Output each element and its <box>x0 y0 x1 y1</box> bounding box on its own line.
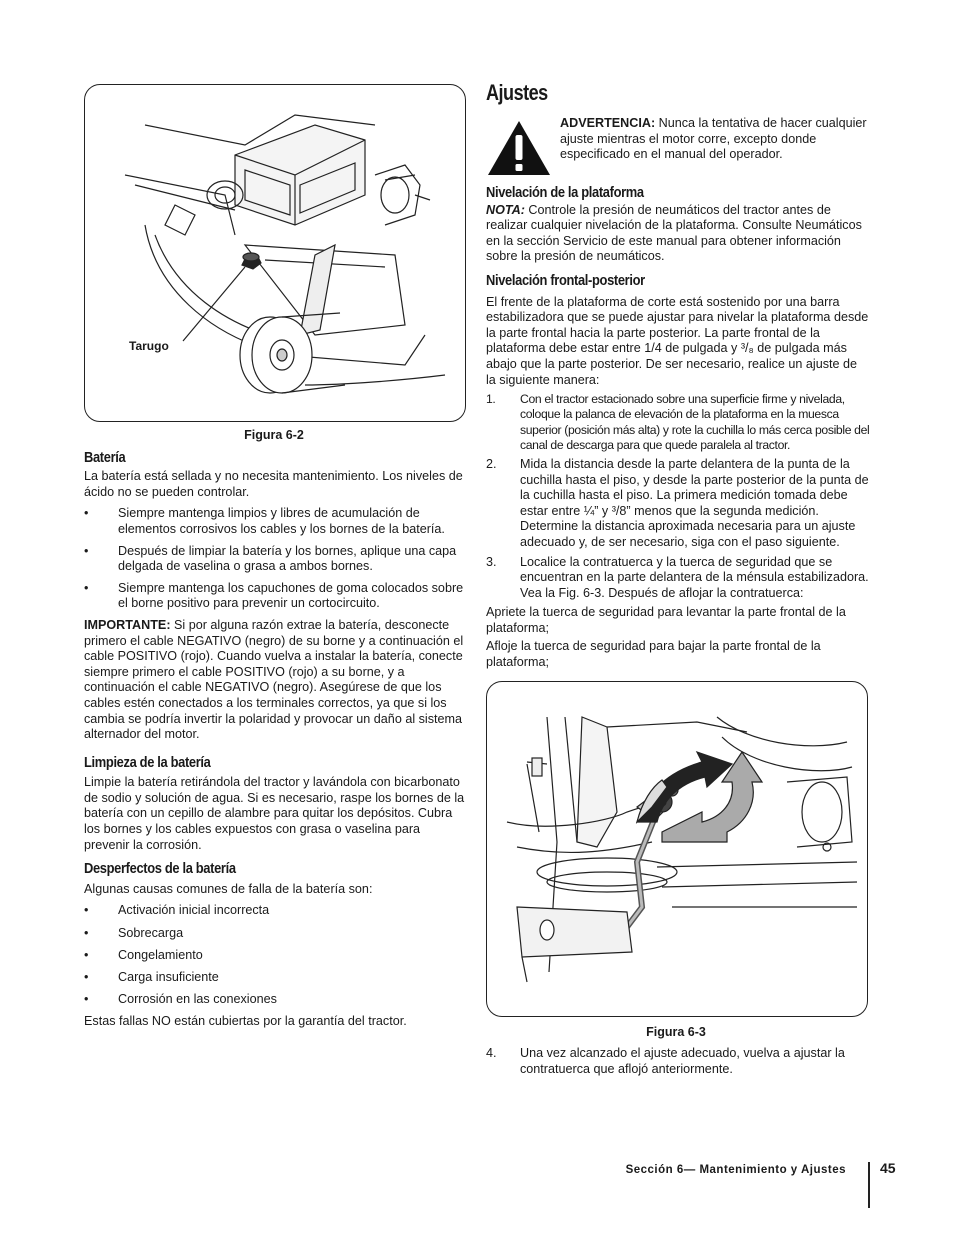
bullet: • <box>84 947 89 962</box>
nota-paragraph: NOTA: Controle la presión de neumáticos del tractor antes de realizar cualquier nivelación de la plataforma. Consulte Neumáticos en la sección Servicio de este manual para obtener información sobre la presión de neumáticos. <box>486 202 862 264</box>
step-item: 3. Localice la contratuerca y la tuerca de seguridad que se encuentran en la parte delantera de la ménsula estabilizadora. Vea la Fig. 6-3. Después de aflojar la contratuerca: <box>486 554 869 600</box>
right-column <box>486 80 870 1081</box>
bullet: • <box>84 506 89 521</box>
left-column <box>84 84 466 1034</box>
nota-label: NOTA: <box>486 202 525 217</box>
importante-text: Si por alguna razón extrae la batería, desconecte primero el cable NEGATIVO (negro) de su borne y a continuación el cable POSITIVO (rojo). Cuando vuelva a instalar la batería, conecte siempre primero el cable POSITIVO (rojo) a su borne, y a continuación el cable NEGATIVO (negro). Asegúrese de que los cables estén conectados a los terminales correctos, ya que si los cambia se podría invertir la polaridad y provocar un daño al sistema alternador del motor. <box>84 617 464 742</box>
ajustes-title: Ajustes <box>486 80 548 105</box>
frontal-intro: El frente de la plataforma de corte está sostenido por una barra estabilizadora que se puede ajustar para nivelar la plataforma desde la parte frontal hacia la parte posterior. La parte frontal de la plataforma debe estar entre 1/4 de pulgada y ³/₈ de pulgada más abajo que la parte posterior. De ser necesario, realice un ajuste de la siguiente manera: <box>486 294 869 387</box>
limpieza-text: Limpie la batería retirándola del tractor y lavándola con bicarbonato de sodio y solución de agua. Si es necesario, raspe los bornes de la batería con un cepillo de alambre para quitar los depósitos. Cubra los bornes y los cables expuestos con grasa o vaselina para prevenir la corrosión. <box>84 775 465 852</box>
step-item: 1. Con el tractor estacionado sobre una superficie firme y nivelada, coloque la palanca de elevación de la plataforma en la muesca superior (posición más alta) y rote la cuchilla lo más cerca posible del canal de descarga para que quede paralela al tractor. <box>486 392 870 452</box>
desperfectos-bullet-list <box>84 903 466 1007</box>
afloje-text: Afloje la tuerca de seguridad para bajar la parte frontal de la plataforma; <box>486 639 821 670</box>
bateria-heading: Batería <box>84 448 126 466</box>
importante-label: IMPORTANTE: <box>84 617 171 632</box>
importante-paragraph <box>84 618 466 743</box>
warning-text: ADVERTENCIA: Nunca la tentativa de hacer cualquier ajuste mientras el motor corre, excepto donde especificado en el manual del operador. <box>560 116 867 162</box>
footer-divider <box>868 1162 870 1208</box>
list-item: • Corrosión en las conexiones <box>84 991 277 1006</box>
warning-block <box>486 116 870 177</box>
figure-6-3-box <box>486 681 868 1017</box>
step-item: 4. Una vez alcanzado el ajuste adecuado, vuelva a ajustar la contratuerca que aflojó anteriormente. <box>486 1046 845 1076</box>
frontal-heading: Nivelación frontal-posterior <box>486 271 645 289</box>
bateria-bullet-list <box>84 506 466 612</box>
list-item: • Siempre mantenga los capuchones de goma colocados sobre el borne positivo para prevenir un cortocircuito. <box>84 580 464 611</box>
apriete-text: Apriete la tuerca de seguridad para levantar la parte frontal de la plataforma; <box>486 605 846 635</box>
list-item: • Siempre mantenga limpios y libres de acumulación de elementos corrosivos los cables y los bornes de la batería. <box>84 506 445 536</box>
bateria-intro: La batería está sellada y no necesita mantenimiento. Los niveles de ácido no se pueden controlar. <box>84 469 463 499</box>
list-item: • Después de limpiar la batería y los bornes, aplique una capa delgada de vaselina o grasa a ambos bornes. <box>84 543 457 574</box>
warning-triangle-icon <box>486 119 552 177</box>
desperfectos-closing: Estas fallas NO están cubiertas por la garantía del tractor. <box>84 1013 407 1028</box>
warning-label: ADVERTENCIA: <box>560 116 656 130</box>
desperfectos-heading: Desperfectos de la batería <box>84 860 236 878</box>
footer-section-title: Sección 6— Mantenimiento y Ajustes <box>625 1164 846 1176</box>
bullet: • <box>84 580 89 595</box>
nivelacion-heading: Nivelación de la plataforma <box>486 184 644 201</box>
bullet: • <box>84 991 89 1006</box>
list-item: • Activación inicial incorrecta <box>84 903 270 918</box>
step-4-list <box>486 1046 870 1077</box>
list-item: • Congelamiento <box>84 947 203 962</box>
page-number: 45 <box>880 1160 896 1176</box>
step-item: 2. Mida la distancia desde la parte delantera de la punta de la cuchilla hasta el piso, y desde la parte posterior de la punta de la cuchilla hasta el piso. La primera medición tomada debe estar entre ¼” y ³/8” menos que la segunda medición. Determine la distancia aproximada necesaria para un ajuste adecuado y, de ser necesario, siga con el paso siguiente. <box>486 456 869 549</box>
figure-6-2-caption: Figura 6-2 <box>244 428 304 442</box>
bullet: • <box>84 925 89 940</box>
list-item: • Carga insuficiente <box>84 969 219 984</box>
stabilizer-bracket-illustration <box>487 682 867 1016</box>
figure-6-3-caption: Figura 6-3 <box>646 1024 706 1039</box>
bullet: • <box>84 969 89 984</box>
list-item: • Sobrecarga <box>84 925 184 940</box>
steps-list <box>486 392 870 601</box>
mower-deck-illustration <box>85 85 465 421</box>
desperfectos-intro: Algunas causas comunes de falla de la batería son: <box>84 881 373 896</box>
bullet: • <box>84 903 89 918</box>
bullet: • <box>84 543 89 558</box>
tarugo-label: Tarugo <box>129 339 169 353</box>
limpieza-heading: Limpieza de la batería <box>84 753 211 771</box>
figure-6-2-box <box>84 84 466 422</box>
